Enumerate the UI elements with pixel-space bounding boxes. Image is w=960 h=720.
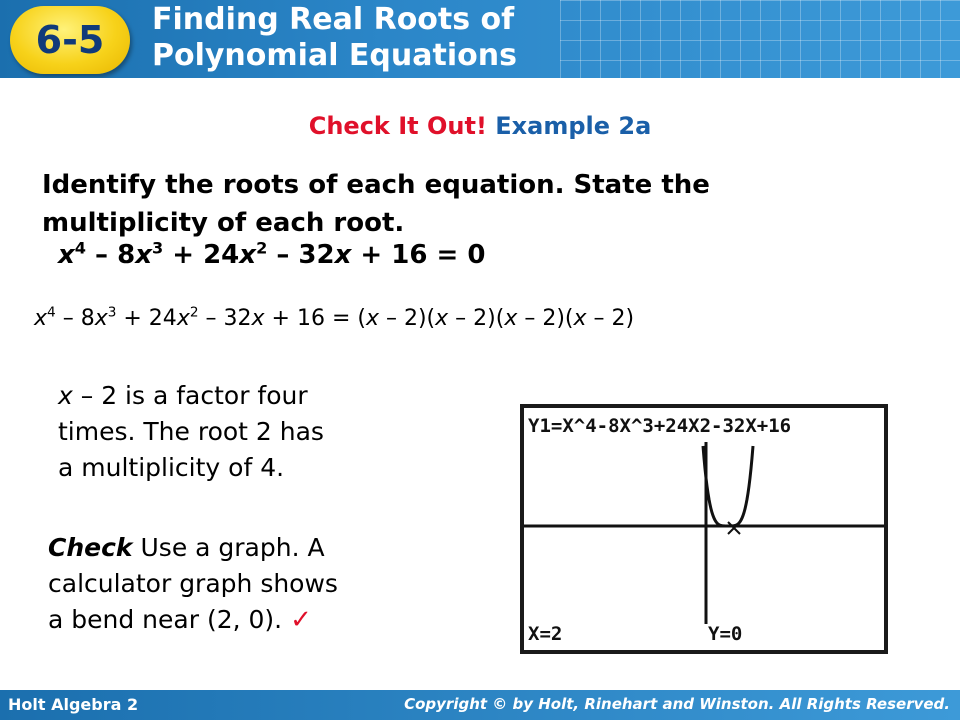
explanation-line3: a multiplicity of 4. — [58, 453, 285, 482]
multiplicity-explanation — [58, 378, 408, 486]
fx-term: + 16 = ( — [264, 306, 366, 331]
calculator-screen — [520, 404, 888, 654]
explanation-line1 — [58, 378, 408, 414]
eq-var: x — [334, 240, 352, 270]
function-label: Y1=X^4-8X^3+24X2-32X+16 — [528, 415, 792, 437]
eq-term: – 32 — [267, 240, 335, 270]
fx-var: x — [573, 306, 587, 331]
fx-var: x — [365, 306, 379, 331]
prompt-line2: multiplicity of each root. — [42, 208, 405, 238]
fx-term: – 2) — [586, 306, 635, 331]
check-text: Use a graph. A — [132, 533, 325, 562]
checkmark-icon: ✓ — [290, 605, 312, 635]
polynomial-equation — [58, 240, 485, 270]
fx-exp: 4 — [47, 304, 56, 321]
footer-course: Holt Algebra 2 — [8, 695, 139, 714]
header-grid-pattern — [560, 0, 960, 78]
prompt-line1: Identify the roots of each equation. State the — [42, 170, 710, 200]
example-label: Example 2a — [495, 112, 652, 140]
fx-exp: 3 — [107, 304, 117, 321]
fx-term: – 2)( — [378, 306, 436, 331]
fx-exp: 2 — [189, 304, 199, 321]
check-line1 — [48, 530, 428, 566]
lesson-badge — [10, 6, 130, 74]
fx-term: + 24 — [116, 306, 177, 331]
fx-var: x — [94, 306, 108, 331]
eq-var: x — [239, 240, 257, 270]
screen-background — [524, 408, 884, 650]
slide-footer — [0, 690, 960, 720]
check-text: a bend near (2, 0). — [48, 605, 283, 634]
lesson-number: 6-5 — [35, 18, 105, 62]
check-line3 — [48, 602, 428, 638]
graph-check — [48, 530, 428, 638]
explanation-var: x — [58, 381, 73, 410]
eq-exp: 3 — [151, 238, 164, 258]
lesson-title — [152, 2, 517, 74]
lesson-title-line2: Polynomial Equations — [152, 38, 517, 73]
fx-var: x — [251, 306, 265, 331]
factored-equation — [34, 306, 634, 331]
fx-var: x — [176, 306, 190, 331]
fx-term: – 2)( — [517, 306, 574, 331]
calculator-graph — [520, 404, 888, 654]
lesson-title-line1: Finding Real Roots of — [152, 2, 515, 37]
problem-prompt — [42, 166, 922, 242]
fx-var: x — [504, 306, 518, 331]
eq-term: – 8 — [86, 240, 136, 270]
explanation-line2: times. The root 2 has — [58, 417, 324, 446]
fx-term: – 8 — [55, 306, 95, 331]
eq-var: x — [135, 240, 152, 270]
fx-term: – 32 — [198, 306, 252, 331]
explanation-text: – 2 is a factor four — [72, 381, 308, 410]
eq-term: + 24 — [163, 240, 240, 270]
slide-header — [0, 0, 960, 78]
section-heading — [0, 112, 960, 140]
check-it-out-label: Check It Out! — [308, 112, 487, 140]
x-readout: X=2 — [528, 623, 563, 645]
eq-var: x — [58, 240, 75, 270]
check-line2: calculator graph shows — [48, 569, 338, 598]
eq-term: + 16 = 0 — [351, 240, 486, 270]
fx-var: x — [435, 306, 449, 331]
y-readout: Y=0 — [708, 623, 743, 645]
fx-var: x — [34, 306, 48, 331]
eq-exp: 2 — [256, 238, 268, 258]
footer-copyright: Copyright © by Holt, Rinehart and Winston. All Rights Reserved. — [404, 695, 950, 713]
eq-exp: 4 — [74, 238, 86, 258]
fx-term: – 2)( — [448, 306, 505, 331]
check-label: Check — [48, 533, 133, 562]
